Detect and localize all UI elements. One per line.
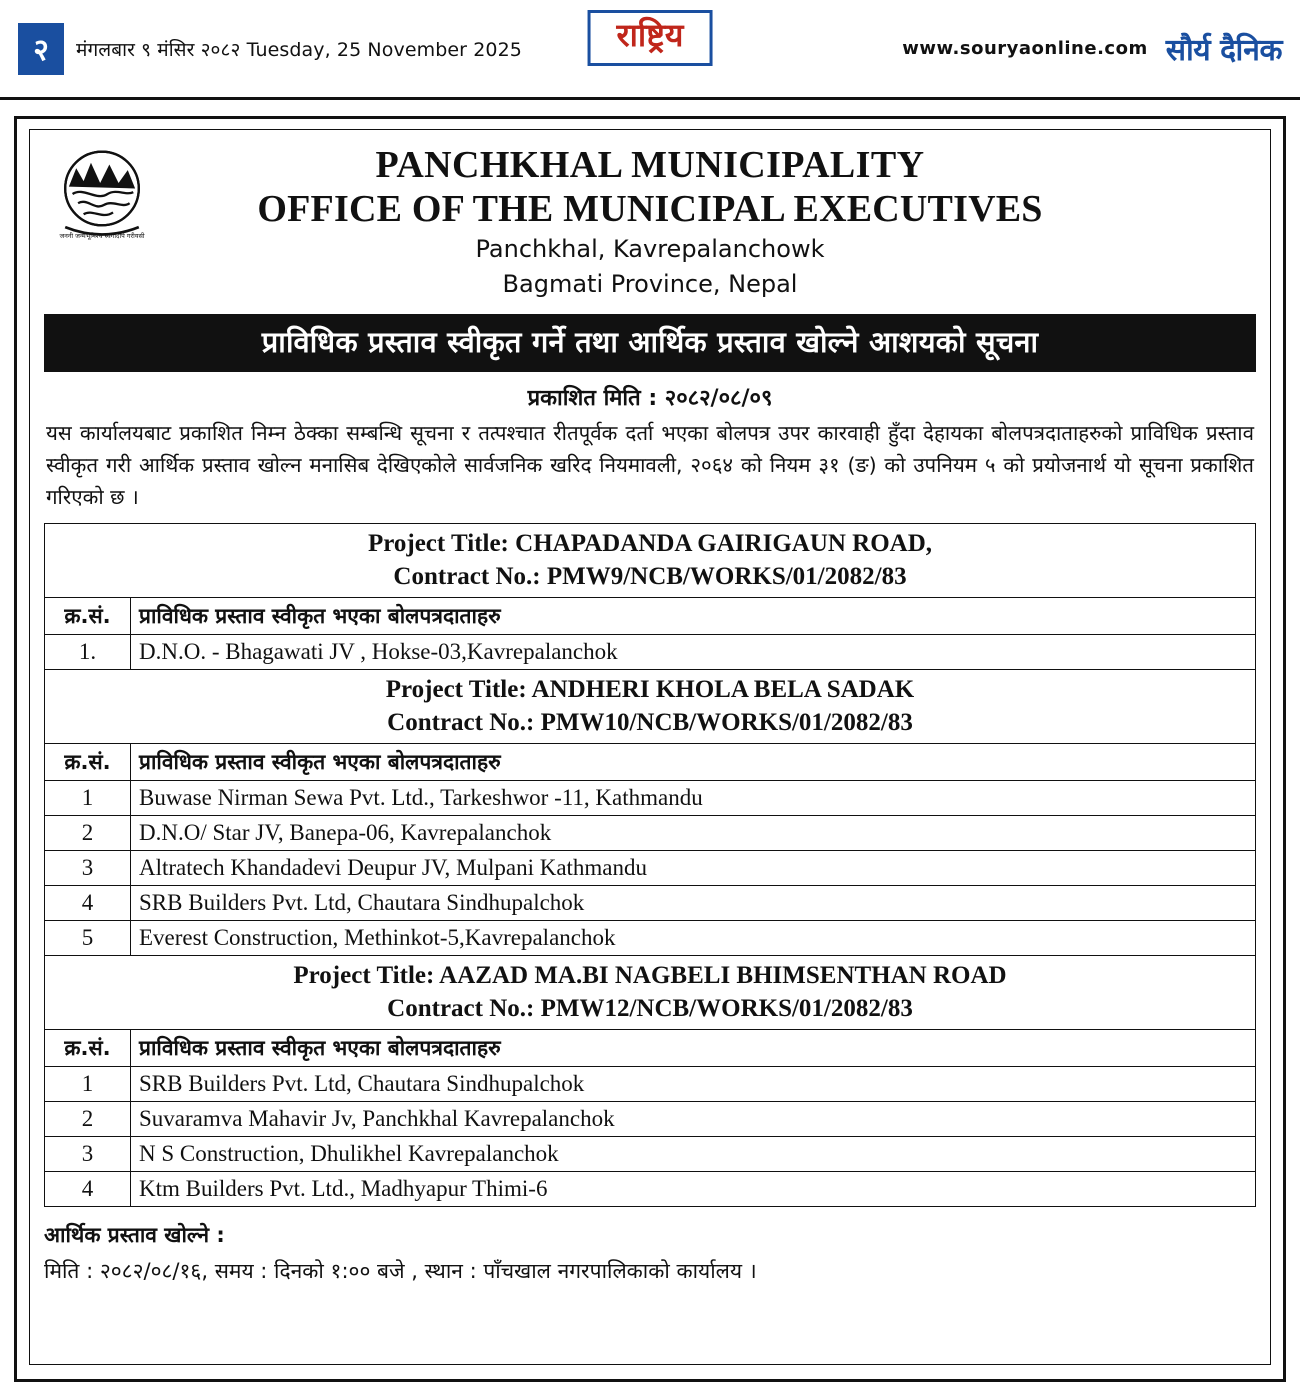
project-contract-line: Contract No.: PMW9/NCB/WORKS/01/2082/83	[393, 562, 907, 590]
organization-office: OFFICE OF THE MUNICIPAL EXECUTIVES	[257, 187, 1043, 230]
header-bidders: प्राविधिक प्रस्ताव स्वीकृत भएका बोलपत्रदाताहरु	[131, 598, 1256, 635]
header-sn: क्र.सं.	[45, 598, 131, 635]
masthead-date: मंगलबार ९ मंसिर २०८२ Tuesday, 25 November 2025	[76, 38, 522, 61]
table-row	[45, 1137, 1256, 1172]
header-bidders: प्राविधिक प्रस्ताव स्वीकृत भएका बोलपत्रदाताहरु	[131, 744, 1256, 781]
table-header-row	[45, 1030, 1256, 1067]
table-row	[45, 886, 1256, 921]
table-row	[45, 1067, 1256, 1102]
row-sn: 3	[45, 851, 131, 886]
row-sn: 1.	[45, 635, 131, 670]
row-bidder-name: D.N.O. - Bhagawati JV , Hokse-03,Kavrepalanchok	[131, 635, 1256, 670]
section-label-container	[588, 10, 713, 66]
financial-proposal-footer	[44, 1221, 1256, 1285]
notice-title-bar: प्राविधिक प्रस्ताव स्वीकृत गर्ने तथा आर्थिक प्रस्ताव खोल्ने आशयको सूचना	[44, 314, 1256, 372]
website-url[interactable]: www.souryaonline.com	[902, 38, 1148, 59]
organization-name: PANCHKHAL MUNICIPALITY	[375, 144, 925, 186]
page-number-badge: २	[18, 23, 64, 75]
row-bidder-name: Everest Construction, Methinkot-5,Kavrepalanchok	[131, 921, 1256, 956]
masthead	[0, 0, 1300, 100]
newspaper-logo: सौर्य दैनिक	[1165, 33, 1282, 68]
footer-label: आर्थिक प्रस्ताव खोल्ने :	[44, 1223, 225, 1248]
table-row	[45, 921, 1256, 956]
table-header-row	[45, 598, 1256, 635]
table-row	[45, 816, 1256, 851]
project-title-cell	[45, 956, 1256, 1030]
notice-body-paragraph: यस कार्यालयबाट प्रकाशित निम्न ठेक्का सम्बन्धि सूचना र तत्पश्चात रीतपूर्वक दर्ता भएका बोलपत्र उपर कारवाही हुँदा देहायका बोलपत्रदाताहरुको प्राविधिक प्रस्ताव स्वीकृत गरी आर्थिक प्रस्ताव खोल्न मनासिब देखिएकोले सार्वजनिक खरिद नियमावली, २०६४ को नियम ३१ (ङ) को उपनियम ५ को प्रयोजनार्थ यो सूचना प्रकाशित गरिएको छ ।	[46, 421, 1254, 509]
table-row	[45, 1172, 1256, 1207]
project-contract-line: Contract No.: PMW10/NCB/WORKS/01/2082/83	[387, 708, 913, 736]
row-bidder-name: Altratech Khandadevi Deupur JV, Mulpani Kathmandu	[131, 851, 1256, 886]
section-label-box	[588, 10, 713, 66]
table-row	[45, 635, 1256, 670]
row-sn: 2	[45, 1102, 131, 1137]
project-contract-line: Contract No.: PMW12/NCB/WORKS/01/2082/83	[387, 994, 913, 1022]
project-title-line: Project Title: AAZAD MA.BI NAGBELI BHIMSENTHAN ROAD	[293, 962, 1007, 990]
row-sn: 5	[45, 921, 131, 956]
table-row	[45, 1102, 1256, 1137]
organization-address-line-1: Panchkhal, Kavrepalanchowk	[475, 235, 825, 264]
row-sn: 3	[45, 1137, 131, 1172]
header-sn: क्र.सं.	[45, 744, 131, 781]
masthead-right	[902, 28, 1282, 69]
row-bidder-name: Buwase Nirman Sewa Pvt. Ltd., Tarkeshwor -11, Kathmandu	[131, 781, 1256, 816]
row-sn: 2	[45, 816, 131, 851]
row-bidder-name: SRB Builders Pvt. Ltd, Chautara Sindhupalchok	[131, 886, 1256, 921]
row-sn: 1	[45, 781, 131, 816]
row-sn: 4	[45, 1172, 131, 1207]
row-bidder-name: N S Construction, Dhulikhel Kavrepalanchok	[131, 1137, 1256, 1172]
row-bidder-name: Ktm Builders Pvt. Ltd., Madhyapur Thimi-6	[131, 1172, 1256, 1207]
organization-header	[44, 142, 1256, 306]
project-title-line: Project Title: CHAPADANDA GAIRIGAUN ROAD,	[367, 530, 933, 558]
row-sn: 4	[45, 886, 131, 921]
row-sn: 1	[45, 1067, 131, 1102]
project-title-cell	[45, 670, 1256, 744]
footer-details: मिति : २०८२/०८/१६, समय : दिनको १:०० बजे , स्थान : पाँचखाल नगरपालिकाको कार्यालय ।	[44, 1259, 757, 1284]
notice-inner-border	[29, 129, 1271, 1365]
published-date: प्रकाशित मिति : २०८२/०८/०९	[527, 386, 773, 412]
organization-address-line-2: Bagmati Province, Nepal	[502, 269, 798, 298]
row-bidder-name: Suvaramva Mahavir Jv, Panchkhal Kavrepalanchok	[131, 1102, 1256, 1137]
project-title-row	[45, 670, 1256, 744]
table-row	[45, 851, 1256, 886]
project-title-row	[45, 956, 1256, 1030]
header-sn: क्र.सं.	[45, 1030, 131, 1067]
row-bidder-name: SRB Builders Pvt. Ltd, Chautara Sindhupalchok	[131, 1067, 1256, 1102]
bidders-table-body	[45, 524, 1256, 1207]
section-label: राष्ट्रिय	[616, 16, 684, 54]
project-title-row	[45, 524, 1256, 598]
nepal-government-emblem-icon	[56, 146, 148, 242]
header-bidders: प्राविधिक प्रस्ताव स्वीकृत भएका बोलपत्रदाताहरु	[131, 1030, 1256, 1067]
bidders-table	[44, 523, 1256, 1207]
notice-outer-border	[14, 116, 1286, 1382]
table-header-row	[45, 744, 1256, 781]
table-row	[45, 781, 1256, 816]
svg-text:जननी जन्मभूमिश्च स्वर्गादपि गर: जननी जन्मभूमिश्च स्वर्गादपि गरीयसी	[59, 232, 145, 241]
project-title-line: Project Title: ANDHERI KHOLA BELA SADAK	[385, 676, 915, 704]
project-title-cell	[45, 524, 1256, 598]
row-bidder-name: D.N.O/ Star JV, Banepa-06, Kavrepalanchok	[131, 816, 1256, 851]
